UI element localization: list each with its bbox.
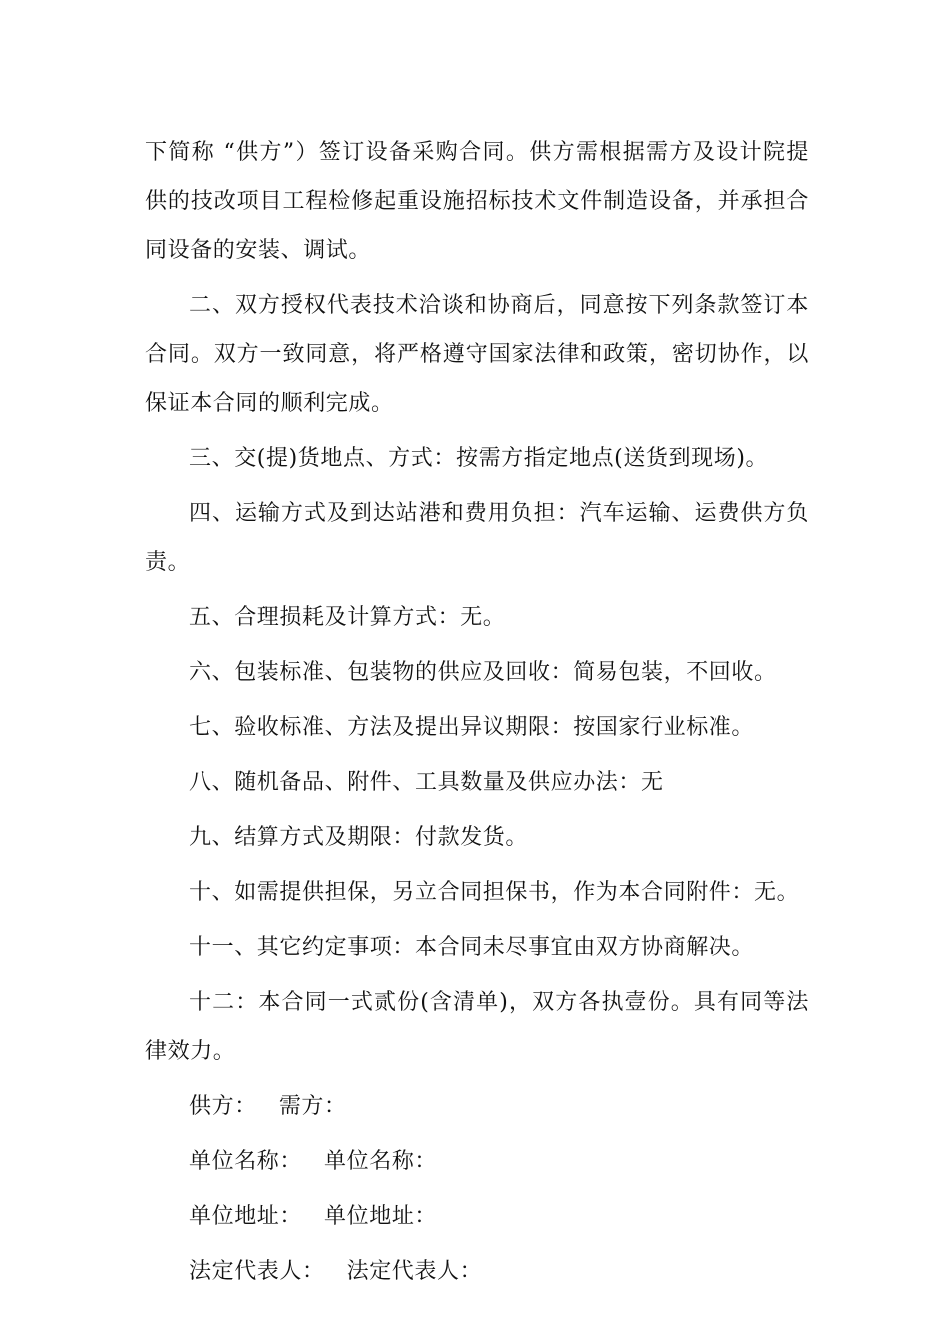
supplier-legal-rep-label: 法定代表人：	[189, 1259, 325, 1284]
signature-legal-rep-line	[145, 1247, 809, 1296]
paragraph-clause-4: 四、运输方式及到达站港和费用负担：汽车运输、运费供方负责。	[145, 501, 809, 575]
paragraph-clause-6: 六、包装标准、包装物的供应及回收：简易包装，不回收。	[189, 660, 777, 685]
contract-body	[145, 128, 809, 1302]
paragraph-clause-10: 十、如需提供担保，另立合同担保书，作为本合同附件：无。	[189, 880, 800, 905]
supplier-company-name-label: 单位名称：	[189, 1149, 303, 1174]
paragraph-clause-5: 五、合理损耗及计算方式：无。	[189, 605, 506, 630]
buyer-label: 需方：	[278, 1094, 347, 1119]
buyer-legal-rep-label: 法定代表人：	[346, 1259, 483, 1284]
paragraph-clause-7: 七、验收标准、方法及提出异议期限：按国家行业标准。	[189, 715, 755, 740]
signature-party-line	[145, 1082, 809, 1131]
paragraph-clause-3: 三、交(提)货地点、方式：按需方指定地点(送货到现场)。	[189, 446, 769, 471]
paragraph-clause-12: 十二：本合同一式贰份(含清单)，双方各执壹份。具有同等法律效力。	[145, 990, 809, 1064]
buyer-address-label: 单位地址：	[324, 1204, 438, 1229]
buyer-company-name-label: 单位名称：	[324, 1149, 438, 1174]
paragraph-clause-11: 十一、其它约定事项：本合同未尽事宜由双方协商解决。	[189, 935, 755, 960]
supplier-address-label: 单位地址：	[189, 1204, 303, 1229]
signature-company-name-line	[145, 1137, 809, 1186]
supplier-label: 供方：	[189, 1094, 257, 1119]
paragraph-supplier-intro: 下简称 “供方”）签订设备采购合同。供方需根据需方及设计院提供的技改项目工程检修起重设施招标技术文件制造设备，并承担合同设备的安装、调试。	[145, 140, 809, 263]
signature-address-line	[145, 1192, 809, 1241]
paragraph-clause-2: 二、双方授权代表技术洽谈和协商后，同意按下列条款签订本合同。双方一致同意，将严格遵守国家法律和政策，密切协作，以保证本合同的顺利完成。	[145, 293, 809, 416]
paragraph-clause-8: 八、随机备品、附件、工具数量及供应办法：无	[189, 770, 664, 795]
paragraph-clause-9: 九、结算方式及期限：付款发货。	[189, 825, 529, 850]
